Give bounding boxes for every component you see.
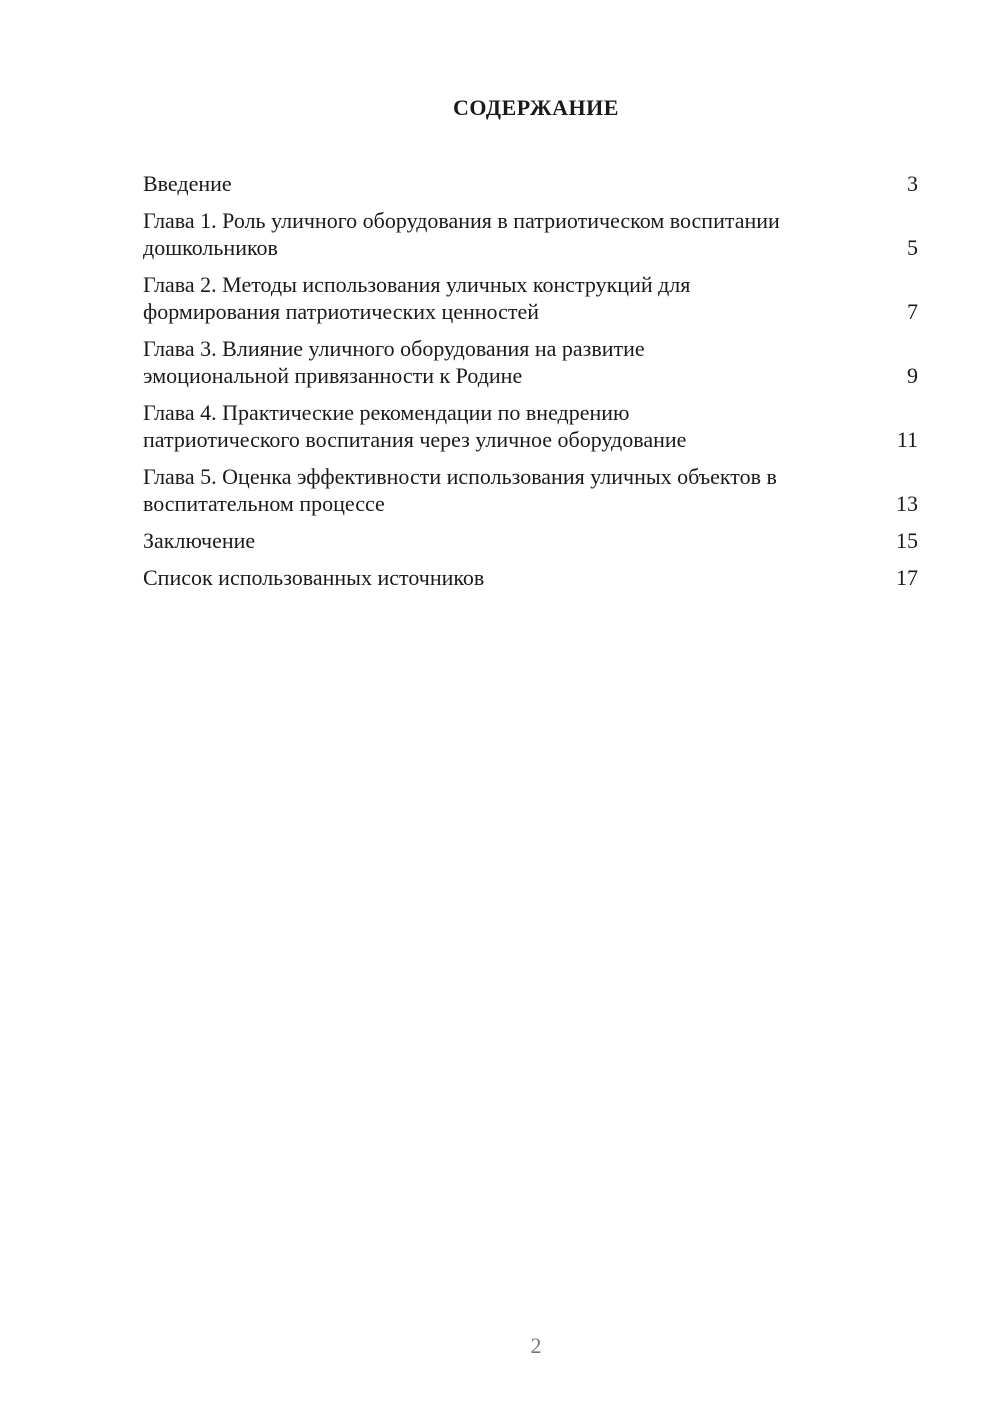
toc-entry-text: Глава 4. Практические рекомендации по внедрению патриотического воспитания через уличное оборудование bbox=[143, 400, 687, 452]
toc-entry-text: Глава 3. Влияние уличного оборудования на развитие эмоциональной привязанности к Родине bbox=[143, 336, 645, 388]
toc-title: СОДЕРЖАНИЕ bbox=[453, 95, 619, 120]
toc-entry-introduction bbox=[143, 170, 918, 197]
toc-entry-conclusion bbox=[143, 527, 918, 554]
toc-entry-page: 9 bbox=[907, 363, 918, 388]
toc-entry-page: 13 bbox=[896, 491, 918, 516]
toc-entry-text: Глава 5. Оценка эффективности использования уличных объектов в воспитательном процессе bbox=[143, 464, 777, 516]
toc-entry-text: Список использованных источников bbox=[143, 565, 485, 590]
toc-entry-text: Введение bbox=[143, 171, 232, 196]
toc-entry-chapter-4 bbox=[143, 399, 918, 453]
toc-entry-references bbox=[143, 564, 918, 591]
toc-entry-chapter-5 bbox=[143, 463, 918, 517]
toc-entry-text: Заключение bbox=[143, 528, 256, 553]
toc-entry-text: Глава 2. Методы использования уличных конструкций для формирования патриотических ценностей bbox=[143, 272, 691, 324]
toc-entry-page: 11 bbox=[896, 427, 918, 452]
toc-entry-chapter-1 bbox=[143, 207, 918, 261]
toc-entry-text: Глава 1. Роль уличного оборудования в патриотическом воспитании дошкольников bbox=[143, 208, 780, 260]
toc-entry-chapter-3 bbox=[143, 335, 918, 389]
toc-entry-page: 7 bbox=[907, 299, 918, 324]
page-number: 2 bbox=[530, 1333, 542, 1358]
toc-list bbox=[143, 170, 918, 601]
toc-entry-page: 17 bbox=[896, 565, 918, 590]
toc-entry-chapter-2 bbox=[143, 271, 918, 325]
toc-entry-page: 15 bbox=[896, 528, 918, 553]
toc-entry-page: 3 bbox=[907, 171, 918, 196]
toc-entry-page: 5 bbox=[907, 235, 918, 260]
